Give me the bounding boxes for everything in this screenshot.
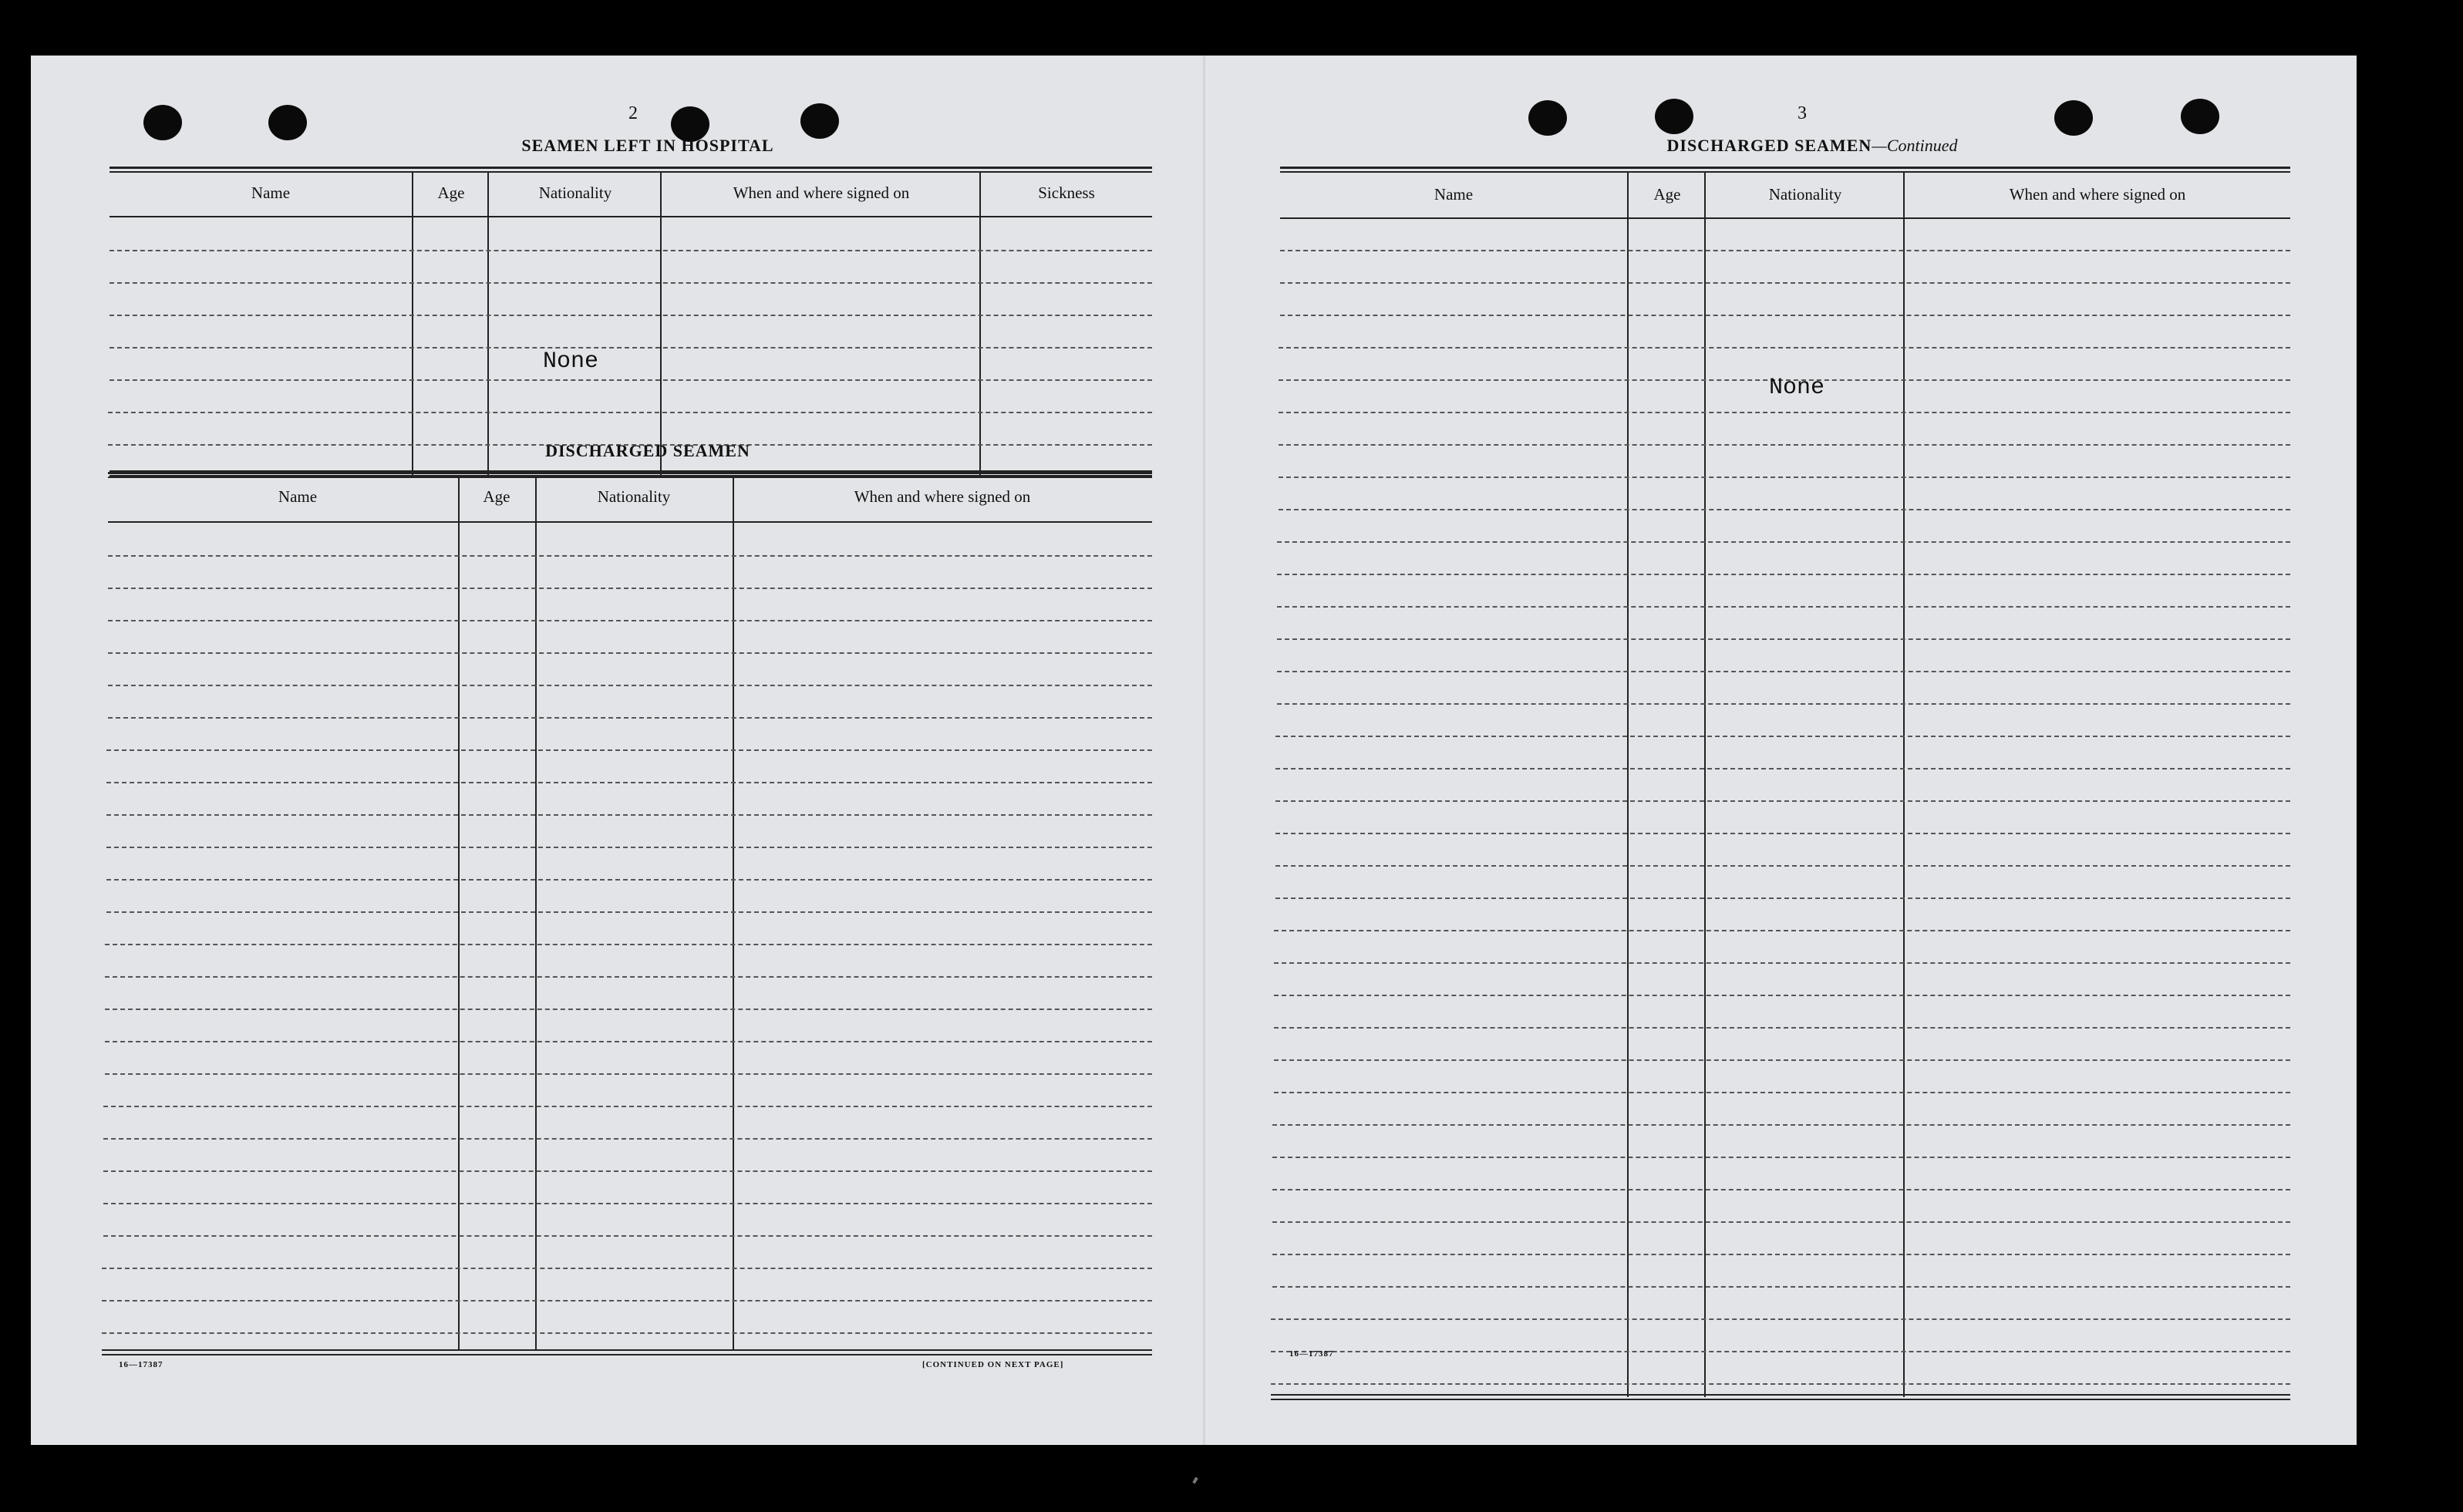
row-line bbox=[1275, 897, 2290, 899]
row-line bbox=[106, 814, 1152, 816]
row-line bbox=[1274, 1092, 2290, 1093]
hospital-header-name: Name bbox=[251, 184, 291, 202]
row-line bbox=[1275, 768, 2290, 769]
row-line bbox=[1274, 1059, 2290, 1061]
row-line bbox=[1277, 671, 2290, 672]
form-number-right: 16—17387 bbox=[1289, 1349, 1334, 1359]
row-line bbox=[105, 1009, 1152, 1010]
hospital-header-nationality: Nationality bbox=[538, 184, 612, 202]
manifest-sheet bbox=[31, 56, 2357, 1445]
row-line bbox=[1277, 606, 2290, 608]
row-line bbox=[1279, 444, 2290, 446]
row-line bbox=[1272, 1124, 2290, 1126]
page-fold bbox=[1203, 56, 1205, 1445]
hospital-entry-none: None bbox=[543, 349, 599, 375]
discharged-header-nationality: Nationality bbox=[597, 487, 671, 506]
row-line bbox=[1280, 250, 2290, 251]
hospital-header-signed-on: When and where signed on bbox=[733, 184, 910, 202]
row-line bbox=[1271, 1318, 2290, 1320]
punch-hole bbox=[800, 103, 839, 139]
row-line bbox=[108, 588, 1152, 589]
row-line bbox=[103, 1106, 1152, 1107]
row-line bbox=[106, 782, 1152, 783]
discharged-continued-title bbox=[1558, 136, 2067, 156]
row-line bbox=[1277, 703, 2290, 705]
right-header-signed-on: When and where signed on bbox=[2009, 185, 2186, 204]
row-line bbox=[110, 379, 1152, 381]
row-line bbox=[105, 976, 1152, 978]
row-line bbox=[108, 685, 1152, 686]
row-line bbox=[1275, 865, 2290, 867]
page-number-right: 3 bbox=[1798, 103, 1807, 123]
right-header-nationality: Nationality bbox=[1768, 185, 1842, 204]
discharged-continued-title-main: DISCHARGED SEAMEN bbox=[1666, 136, 1872, 155]
discharged-header-name: Name bbox=[278, 487, 318, 506]
row-line bbox=[1275, 800, 2290, 802]
row-line bbox=[110, 347, 1152, 349]
punch-hole bbox=[268, 105, 307, 140]
row-line bbox=[1279, 347, 2290, 349]
punch-hole bbox=[2054, 100, 2093, 136]
row-line bbox=[102, 1300, 1152, 1302]
punch-hole bbox=[1528, 100, 1567, 136]
row-line bbox=[1279, 509, 2290, 510]
row-line bbox=[1280, 315, 2290, 316]
row-line bbox=[1271, 1383, 2290, 1385]
row-line bbox=[103, 1138, 1152, 1140]
row-line bbox=[1274, 962, 2290, 964]
row-line bbox=[103, 1170, 1152, 1172]
row-line bbox=[1275, 736, 2290, 737]
row-line bbox=[106, 847, 1152, 848]
row-line bbox=[1272, 1189, 2290, 1190]
row-line bbox=[1277, 638, 2290, 640]
form-number-left: 16—17387 bbox=[119, 1360, 163, 1369]
row-line bbox=[105, 1041, 1152, 1042]
discharged-section-title: DISCHARGED SEAMEN bbox=[545, 441, 750, 460]
row-line bbox=[108, 652, 1152, 654]
row-line bbox=[106, 879, 1152, 881]
row-line bbox=[103, 1203, 1152, 1204]
row-line bbox=[1272, 1221, 2290, 1223]
row-line bbox=[108, 555, 1152, 557]
row-line bbox=[1279, 412, 2290, 413]
row-line bbox=[105, 1073, 1152, 1075]
scan-speck bbox=[1192, 1477, 1198, 1484]
row-line bbox=[102, 1332, 1152, 1334]
punch-hole bbox=[1655, 99, 1693, 134]
punch-hole bbox=[2181, 99, 2219, 134]
row-line bbox=[1272, 1254, 2290, 1255]
row-line bbox=[106, 911, 1152, 913]
row-line bbox=[1271, 1351, 2290, 1352]
row-line bbox=[110, 315, 1152, 316]
discharged-header-signed-on: When and where signed on bbox=[854, 487, 1031, 506]
row-line bbox=[1274, 930, 2290, 931]
row-line bbox=[110, 250, 1152, 251]
row-line bbox=[106, 749, 1152, 751]
row-line bbox=[1274, 995, 2290, 996]
hospital-section-title: SEAMEN LEFT IN HOSPITAL bbox=[521, 136, 774, 155]
row-line bbox=[1274, 1027, 2290, 1029]
row-line bbox=[1275, 833, 2290, 834]
row-line bbox=[1279, 476, 2290, 478]
page-number-left: 2 bbox=[628, 103, 638, 123]
row-line bbox=[105, 944, 1152, 945]
row-line bbox=[1272, 1157, 2290, 1158]
row-line bbox=[108, 717, 1152, 719]
right-header-name: Name bbox=[1434, 185, 1474, 204]
continued-note: [CONTINUED ON NEXT PAGE] bbox=[922, 1360, 1064, 1369]
punch-hole bbox=[143, 105, 182, 140]
row-line bbox=[102, 1268, 1152, 1269]
row-line bbox=[1280, 282, 2290, 284]
row-line bbox=[1277, 574, 2290, 575]
row-line bbox=[108, 620, 1152, 621]
row-line bbox=[110, 282, 1152, 284]
discharged-continued-suffix: —Continued bbox=[1872, 136, 1958, 155]
hospital-header-age: Age bbox=[437, 184, 465, 202]
row-line bbox=[103, 1235, 1152, 1237]
right-header-age: Age bbox=[1653, 185, 1681, 204]
discharged-entry-none: None bbox=[1769, 375, 1825, 401]
row-line bbox=[1277, 541, 2290, 543]
hospital-header-sickness: Sickness bbox=[1038, 184, 1095, 202]
discharged-header-age: Age bbox=[483, 487, 510, 506]
row-line bbox=[108, 412, 1152, 413]
row-line bbox=[1272, 1286, 2290, 1288]
